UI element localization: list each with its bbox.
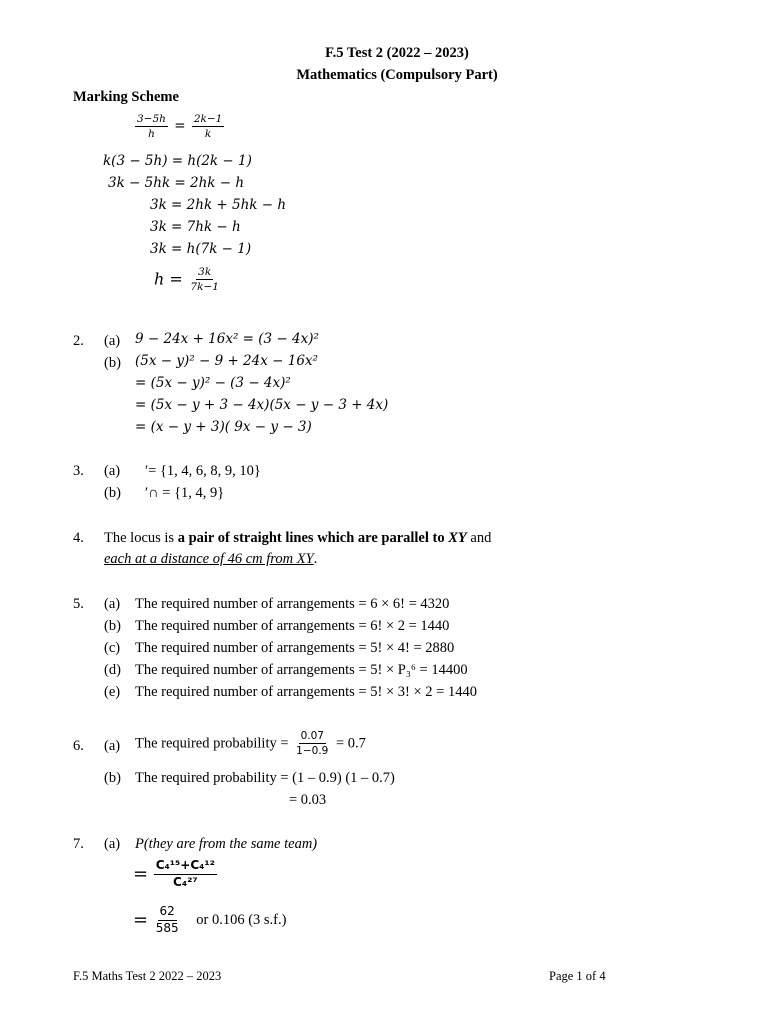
q7-equals-1: =	[133, 863, 149, 885]
q5a-text: The required number of arrangements = 6 × 6! = 4320	[135, 596, 450, 612]
q1-line1	[133, 113, 226, 140]
q1-frac-left-den: h	[148, 128, 155, 141]
q3a-label: (a)	[104, 463, 121, 479]
q6b-label: (b)	[104, 770, 121, 786]
q4-text-period: .	[313, 551, 318, 567]
q3b-label: (b)	[104, 485, 121, 501]
q6b-text: The required probability = (1 – 0.9) (1 – 0.7)	[135, 770, 395, 786]
q4-number: 4.	[73, 530, 84, 546]
q2b-line1: (5x − y)² − 9 + 24x − 16x²	[135, 353, 318, 369]
q2-number: 2.	[73, 333, 84, 349]
q2b-label: (b)	[104, 355, 121, 371]
q7a-step2	[133, 905, 286, 936]
q1-h-equals: h =	[154, 269, 183, 289]
page-subtitle: Mathematics (Compulsory Part)	[296, 67, 498, 83]
q7-frac1-den: C₄²⁷	[173, 874, 198, 889]
q1-equals: =	[174, 118, 186, 135]
q7a-step1	[133, 859, 219, 890]
q7-or-text: or 0.106 (3 s.f.)	[196, 912, 287, 929]
q6a-text: The required probability =	[135, 735, 289, 752]
q1-h-num: 3k	[196, 266, 213, 280]
footer-page-number: Page 1 of 4	[549, 969, 606, 983]
q1-frac-right-den: k	[204, 128, 212, 141]
q1-line7	[154, 266, 223, 293]
q6b-result: = 0.03	[289, 792, 327, 808]
q1-line3: 3k − 5hk = 2hk − h	[108, 175, 245, 191]
q7a-label: (a)	[104, 836, 121, 852]
q5b-text: The required number of arrangements = 6! × 2 = 1440	[135, 618, 450, 634]
q4-line1	[104, 531, 491, 546]
q5-number: 5.	[73, 596, 84, 612]
q5c-text: The required number of arrangements = 5! × 4! = 2880	[135, 640, 455, 656]
q5d-text: The required number of arrangements = 5! × P₃⁶ = 14400	[135, 662, 468, 678]
q7-frac1-num: C₄¹⁵+C₄¹²	[154, 859, 217, 875]
q6a-label: (a)	[104, 738, 121, 754]
q1-line6: 3k = h(7k − 1)	[150, 241, 252, 257]
page-title: F.5 Test 2 (2022 – 2023)	[325, 45, 469, 61]
q1-line2: k(3 − 5h) = h(2k − 1)	[103, 153, 252, 169]
footer-left: F.5 Maths Test 2 2022 – 2023	[73, 969, 222, 983]
q2a-label: (a)	[104, 333, 121, 349]
q4-text-underlined: each at a distance of 46 cm from XY	[104, 551, 314, 567]
q2b-line2: = (5x − y)² − (3 − 4x)²	[135, 375, 291, 391]
q1-line4: 3k = 2hk + 5hk − h	[150, 197, 287, 213]
q7-number: 7.	[73, 836, 84, 852]
q5a-label: (a)	[104, 596, 121, 612]
q3-number: 3.	[73, 463, 84, 479]
q5e-label: (e)	[104, 684, 121, 700]
q5d-label: (d)	[104, 662, 121, 678]
q4-text-intro: The locus is	[104, 530, 178, 546]
q1-line5: 3k = 7hk − h	[150, 219, 241, 235]
q4-text-xy: XY	[448, 530, 467, 546]
q4-text-and: and	[466, 530, 492, 546]
q7-frac2-num: 62	[158, 905, 177, 921]
q5b-label: (b)	[104, 618, 121, 634]
q6a-line	[135, 730, 366, 757]
q3a-text: ′= {1, 4, 6, 8, 9, 10}	[145, 463, 261, 479]
q2b-line3: = (5x − y + 3 − 4x)(5x − y − 3 + 4x)	[135, 397, 389, 413]
q6a-frac-den: 1−0.9	[296, 745, 329, 758]
q6a-frac-num: 0.07	[299, 730, 326, 744]
q7-equals-2: =	[133, 909, 149, 931]
q1-frac-left-num: 3−5h	[135, 113, 168, 127]
q1-frac-right-num: 2k−1	[192, 113, 225, 127]
q4-text-bold: a pair of straight lines which are parallel to	[177, 530, 449, 546]
q2b-line4: = (x − y + 3)( 9x − y − 3)	[135, 419, 312, 435]
q2a-text: 9 − 24x + 16x² = (3 − 4x)²	[135, 331, 319, 347]
q6a-result: = 0.7	[335, 735, 366, 752]
q3b-text: ′∩ = {1, 4, 9}	[145, 485, 225, 501]
q5c-label: (c)	[104, 640, 121, 656]
q5e-text: The required number of arrangements = 5! × 3! × 2 = 1440	[135, 684, 477, 700]
q7a-text: P(they are from the same team)	[135, 836, 318, 852]
q1-h-den: 7k−1	[190, 281, 219, 294]
q4-line2	[104, 552, 317, 567]
q6-number: 6.	[73, 738, 84, 754]
section-heading: Marking Scheme	[73, 89, 179, 105]
q7-frac2-den: 585	[155, 920, 179, 935]
